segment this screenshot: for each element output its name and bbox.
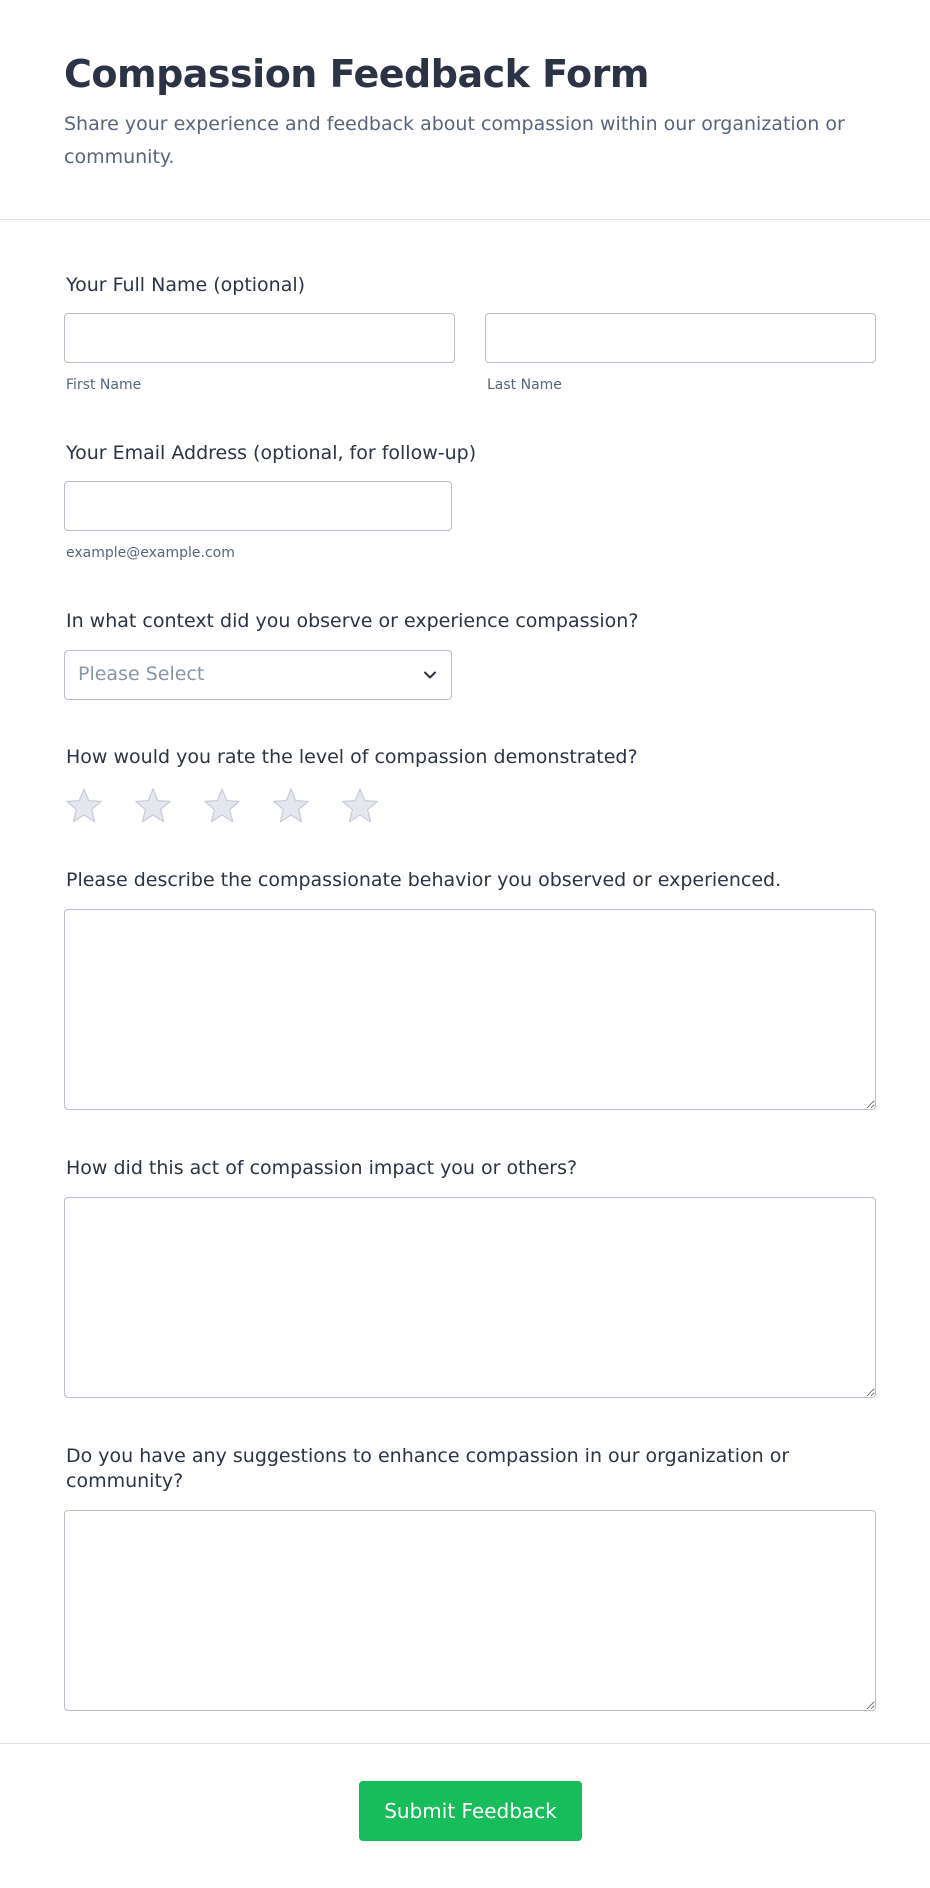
submit-button[interactable]: Submit Feedback: [359, 1781, 582, 1841]
first-name-sublabel: First Name: [66, 377, 142, 393]
star-icon[interactable]: [271, 786, 311, 826]
star-rating: [64, 786, 464, 826]
context-select[interactable]: [64, 650, 452, 700]
rating-label: How would you rate the level of compassion demonstrated?: [66, 746, 638, 768]
email-input[interactable]: [64, 481, 452, 531]
star-icon[interactable]: [202, 786, 242, 826]
full-name-label: Your Full Name (optional): [66, 274, 306, 296]
impact-label: How did this act of compassion impact you or others?: [66, 1157, 578, 1179]
suggestions-textarea[interactable]: [64, 1510, 876, 1711]
suggestions-label: Do you have any suggestions to enhance compassion in our organization or community?: [66, 1445, 790, 1492]
behavior-textarea[interactable]: [64, 909, 876, 1110]
first-name-input[interactable]: [64, 313, 455, 363]
form-title: Compassion Feedback Form: [64, 52, 649, 96]
email-label: Your Email Address (optional, for follow-up): [66, 442, 477, 464]
last-name-input[interactable]: [485, 313, 876, 363]
email-sublabel: example@example.com: [66, 545, 235, 561]
impact-textarea[interactable]: [64, 1197, 876, 1398]
form-header: [0, 0, 930, 220]
behavior-label: Please describe the compassionate behavior you observed or experienced.: [66, 869, 782, 891]
context-select-value: Please Select: [78, 663, 205, 685]
star-icon[interactable]: [340, 786, 380, 826]
last-name-sublabel: Last Name: [487, 377, 562, 393]
form-subtitle: Share your experience and feedback about compassion within our organization or community.: [64, 113, 845, 168]
star-icon[interactable]: [64, 786, 104, 826]
star-icon[interactable]: [133, 786, 173, 826]
chevron-down-icon: [423, 668, 437, 682]
form-footer: [0, 1743, 930, 1888]
context-label: In what context did you observe or experience compassion?: [66, 610, 639, 632]
